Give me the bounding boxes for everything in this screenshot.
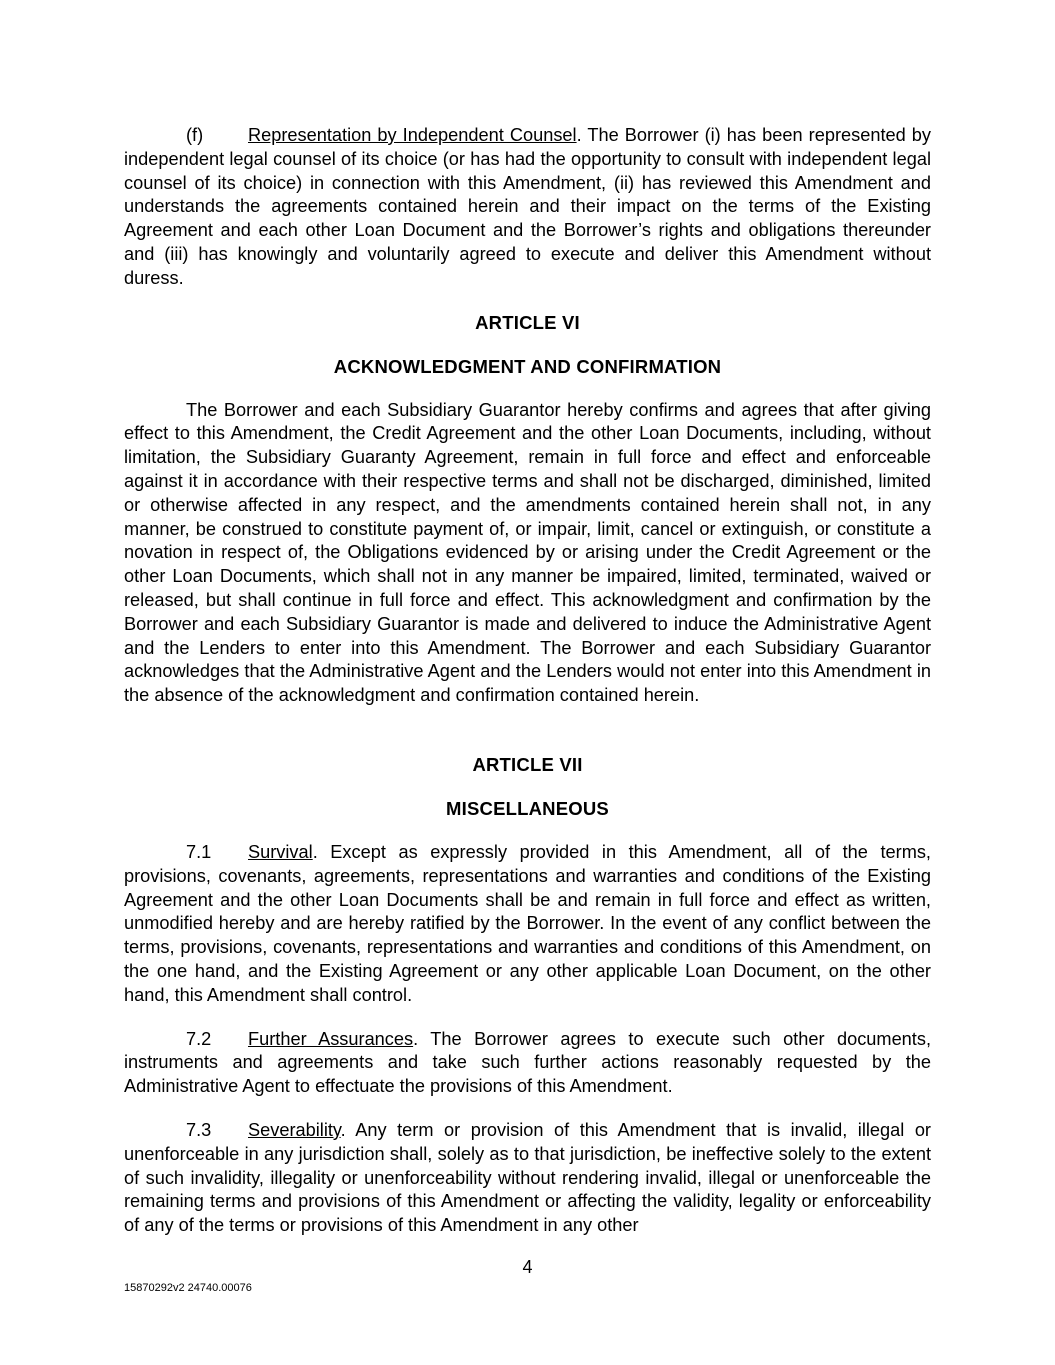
article-vii-subtitle: MISCELLANEOUS bbox=[446, 797, 609, 819]
section-7-2-caption: Further Assurances bbox=[248, 1028, 414, 1049]
page-number: 4 bbox=[522, 1257, 533, 1277]
section-f-caption: Representation by Independent Counsel bbox=[248, 125, 577, 145]
section-7-3-text: . Any term or provision of this Amendment that is invalid, illegal or unenforceable in any jurisdiction shall, solely as to that jurisdiction, be ineffective solely to the extent of such invalidity, illegality or unenforceability without rendering invalid, illegal or unenforceable the remaining terms and provisions of this Amendment or affecting the validity, legality or enforceability of any of the terms or provisions of this Amendment in any other bbox=[124, 1119, 931, 1236]
section-7-1-paragraph bbox=[124, 841, 931, 1008]
document-id: 15870292v2 24740.00076 bbox=[124, 1282, 252, 1294]
article-vi-subtitle: ACKNOWLEDGMENT AND CONFIRMATION bbox=[333, 355, 722, 377]
article-vi-title: ARTICLE VI bbox=[475, 311, 580, 333]
section-7-3-caption: Severability bbox=[248, 1119, 341, 1140]
document-page bbox=[124, 124, 931, 1238]
section-7-2-text: . The Borrower agrees to execute such other documents, instruments and agreements and take such further actions reasonably requested by the Administrative Agent to effectuate the provisions of this Amendment. bbox=[124, 1028, 931, 1097]
section-f-number: (f) bbox=[186, 125, 204, 145]
section-f-paragraph bbox=[124, 124, 931, 291]
article-vi-paragraph: The Borrower and each Subsidiary Guarantor hereby confirms and agrees that after giving effect to this Amendment, the Credit Agreement and the other Loan Documents, including, without limitation, the Subsidiary Guaranty Agreement, remain in full force and effect and enforceable against it in accordance with their respective terms and shall not be discharged, diminished, limited or otherwise affected in any respect, and the amendments contained herein shall not, in any manner, be construed to constitute payment of, or impair, limit, cancel or extinguish, or constitute a novation in respect of, the Obligations evidenced by or arising under the Credit Agreement or the other Loan Documents, which shall not in any manner be impaired, limited, terminated, waived or released, but shall continue in full force and effect. This acknowledgment and confirmation by the Borrower and each Subsidiary Guarantor is made and delivered to induce the Administrative Agent and the Lenders to enter into this Amendment. The Borrower and each Subsidiary Guarantor acknowledges that the Administrative Agent and the Lenders would not enter into this Amendment in the absence of the acknowledgment and confirmation contained herein. bbox=[124, 399, 931, 706]
section-7-1-number: 7.1 bbox=[186, 841, 212, 862]
section-f-text: . The Borrower (i) has been represented by independent legal counsel of its choice (or has had the opportunity to consult with independent legal counsel of its choice) in connection with this Amendment, (ii) has reviewed this Amendment and understands the agreements contained herein and their impact on the terms of the Existing Agreement and each other Loan Document and the Borrower’s rights and obligations thereunder and (iii) has knowingly and voluntarily agreed to execute and deliver this Amendment without duress. bbox=[124, 125, 931, 288]
section-7-3-paragraph bbox=[124, 1119, 931, 1238]
article-vii-title: ARTICLE VII bbox=[472, 753, 583, 775]
section-7-1-caption: Survival bbox=[248, 841, 313, 862]
section-7-2-paragraph bbox=[124, 1028, 931, 1099]
section-7-3-number: 7.3 bbox=[186, 1119, 212, 1140]
section-7-2-number: 7.2 bbox=[186, 1028, 212, 1049]
section-7-1-text: . Except as expressly provided in this Amendment, all of the terms, provisions, covenants, agreements, representations and warranties and conditions of the Existing Agreement and the other Loan Documents shall be and remain in full force and effect as written, unmodified hereby and are hereby ratified by the Borrower. In the event of any conflict between the terms, provisions, covenants, representations and warranties and conditions of this Amendment, on the one hand, and the Existing Agreement or any other applicable Loan Document, on the other hand, this Amendment shall control. bbox=[124, 841, 931, 1005]
